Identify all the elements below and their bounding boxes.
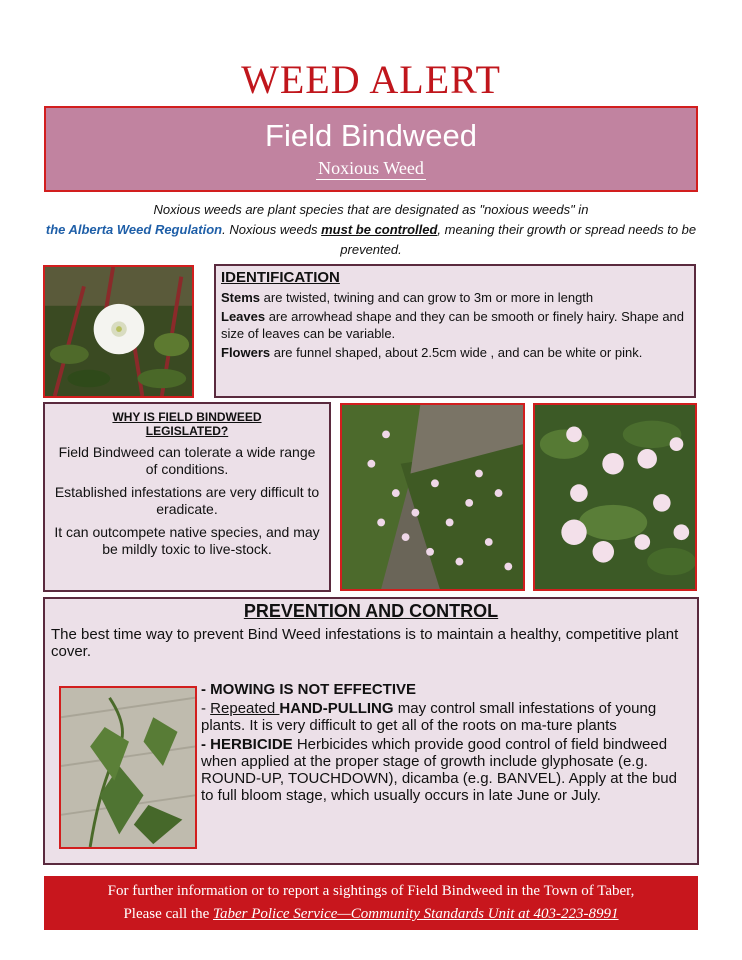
identification-heading: IDENTIFICATION (221, 269, 340, 286)
alberta-weed-regulation-link[interactable]: the Alberta Weed Regulation (45, 222, 223, 237)
prevention-heading: PREVENTION AND CONTROL (243, 601, 499, 621)
identification-leaves: Leaves are arrowhead shape and they can be smooth or finely hairy. Shape and size of leaves can be variable. (221, 309, 685, 341)
intro-text-2: . Noxious weeds (222, 222, 322, 237)
weed-name-banner (44, 106, 698, 192)
footer-line-1: For further information or to report a sightings of Field Bindweed in the Town of Taber, (107, 883, 635, 899)
pink-bindweed-photo (533, 403, 697, 591)
identification-flowers: Flowers are funnel shaped, about 2.5cm wide , and can be white or pink. (221, 345, 643, 360)
weed-classification: Noxious Weed (318, 158, 424, 178)
why-legislated-panel (43, 402, 331, 592)
bindweed-ground-photo (340, 403, 525, 591)
herbicide-note: - HERBICIDE Herbicides which provide good control of field bindweed when applied at the proper stage of growth include glyphosate (e.g. ROUND-UP, TOUCHDOWN), dicamba (e.g. BANVEL). Apply at the bud to full bloom stage, which usually occurs in late June or July. (201, 736, 677, 804)
why-paragraph-3: It can outcompete native species, and may be mildly toxic to live-stock. (54, 524, 320, 557)
community-standards-contact[interactable]: Taber Police Service—Community Standards Unit at 403-223-8991 (213, 906, 619, 922)
identification-panel (214, 264, 696, 398)
page-title: WEED ALERT (241, 57, 501, 102)
white-flower-photo (43, 265, 194, 398)
hand-pulling-note: - Repeated HAND-PULLING may control small infestations of young plants. It is very difficult to get all of the roots on ma-ture plants (201, 700, 657, 734)
identification-stems: Stems are twisted, twining and can grow to 3m or more in length (221, 290, 594, 305)
footer-line-2: Please call the Taber Police Service—Community Standards Unit at 403-223-8991 (123, 906, 619, 922)
intro-text (44, 200, 698, 260)
control-methods (201, 681, 691, 806)
intro-text-3: , meaning their growth or spread needs to be prevented. (340, 222, 697, 257)
prevention-panel (43, 597, 699, 865)
why-legislated-heading: WHY IS FIELD BINDWEED LEGISLATED? (112, 410, 262, 438)
intro-line-1: Noxious weeds are plant species that are designated as "noxious weeds" in (153, 202, 589, 217)
bindweed-leaves-photo (59, 686, 197, 849)
intro-must-be-controlled: must be controlled (321, 222, 438, 237)
why-paragraph-2: Established infestations are very difficult to eradicate. (54, 484, 320, 517)
mowing-note: - MOWING IS NOT EFFECTIVE (201, 681, 416, 698)
weed-name: Field Bindweed (265, 118, 477, 153)
contact-footer (44, 876, 698, 930)
prevention-lead: The best time way to prevent Bind Weed infestations is to maintain a healthy, competitive plant cover. (51, 626, 679, 660)
why-paragraph-1: Field Bindweed can tolerate a wide range of conditions. (58, 444, 316, 477)
